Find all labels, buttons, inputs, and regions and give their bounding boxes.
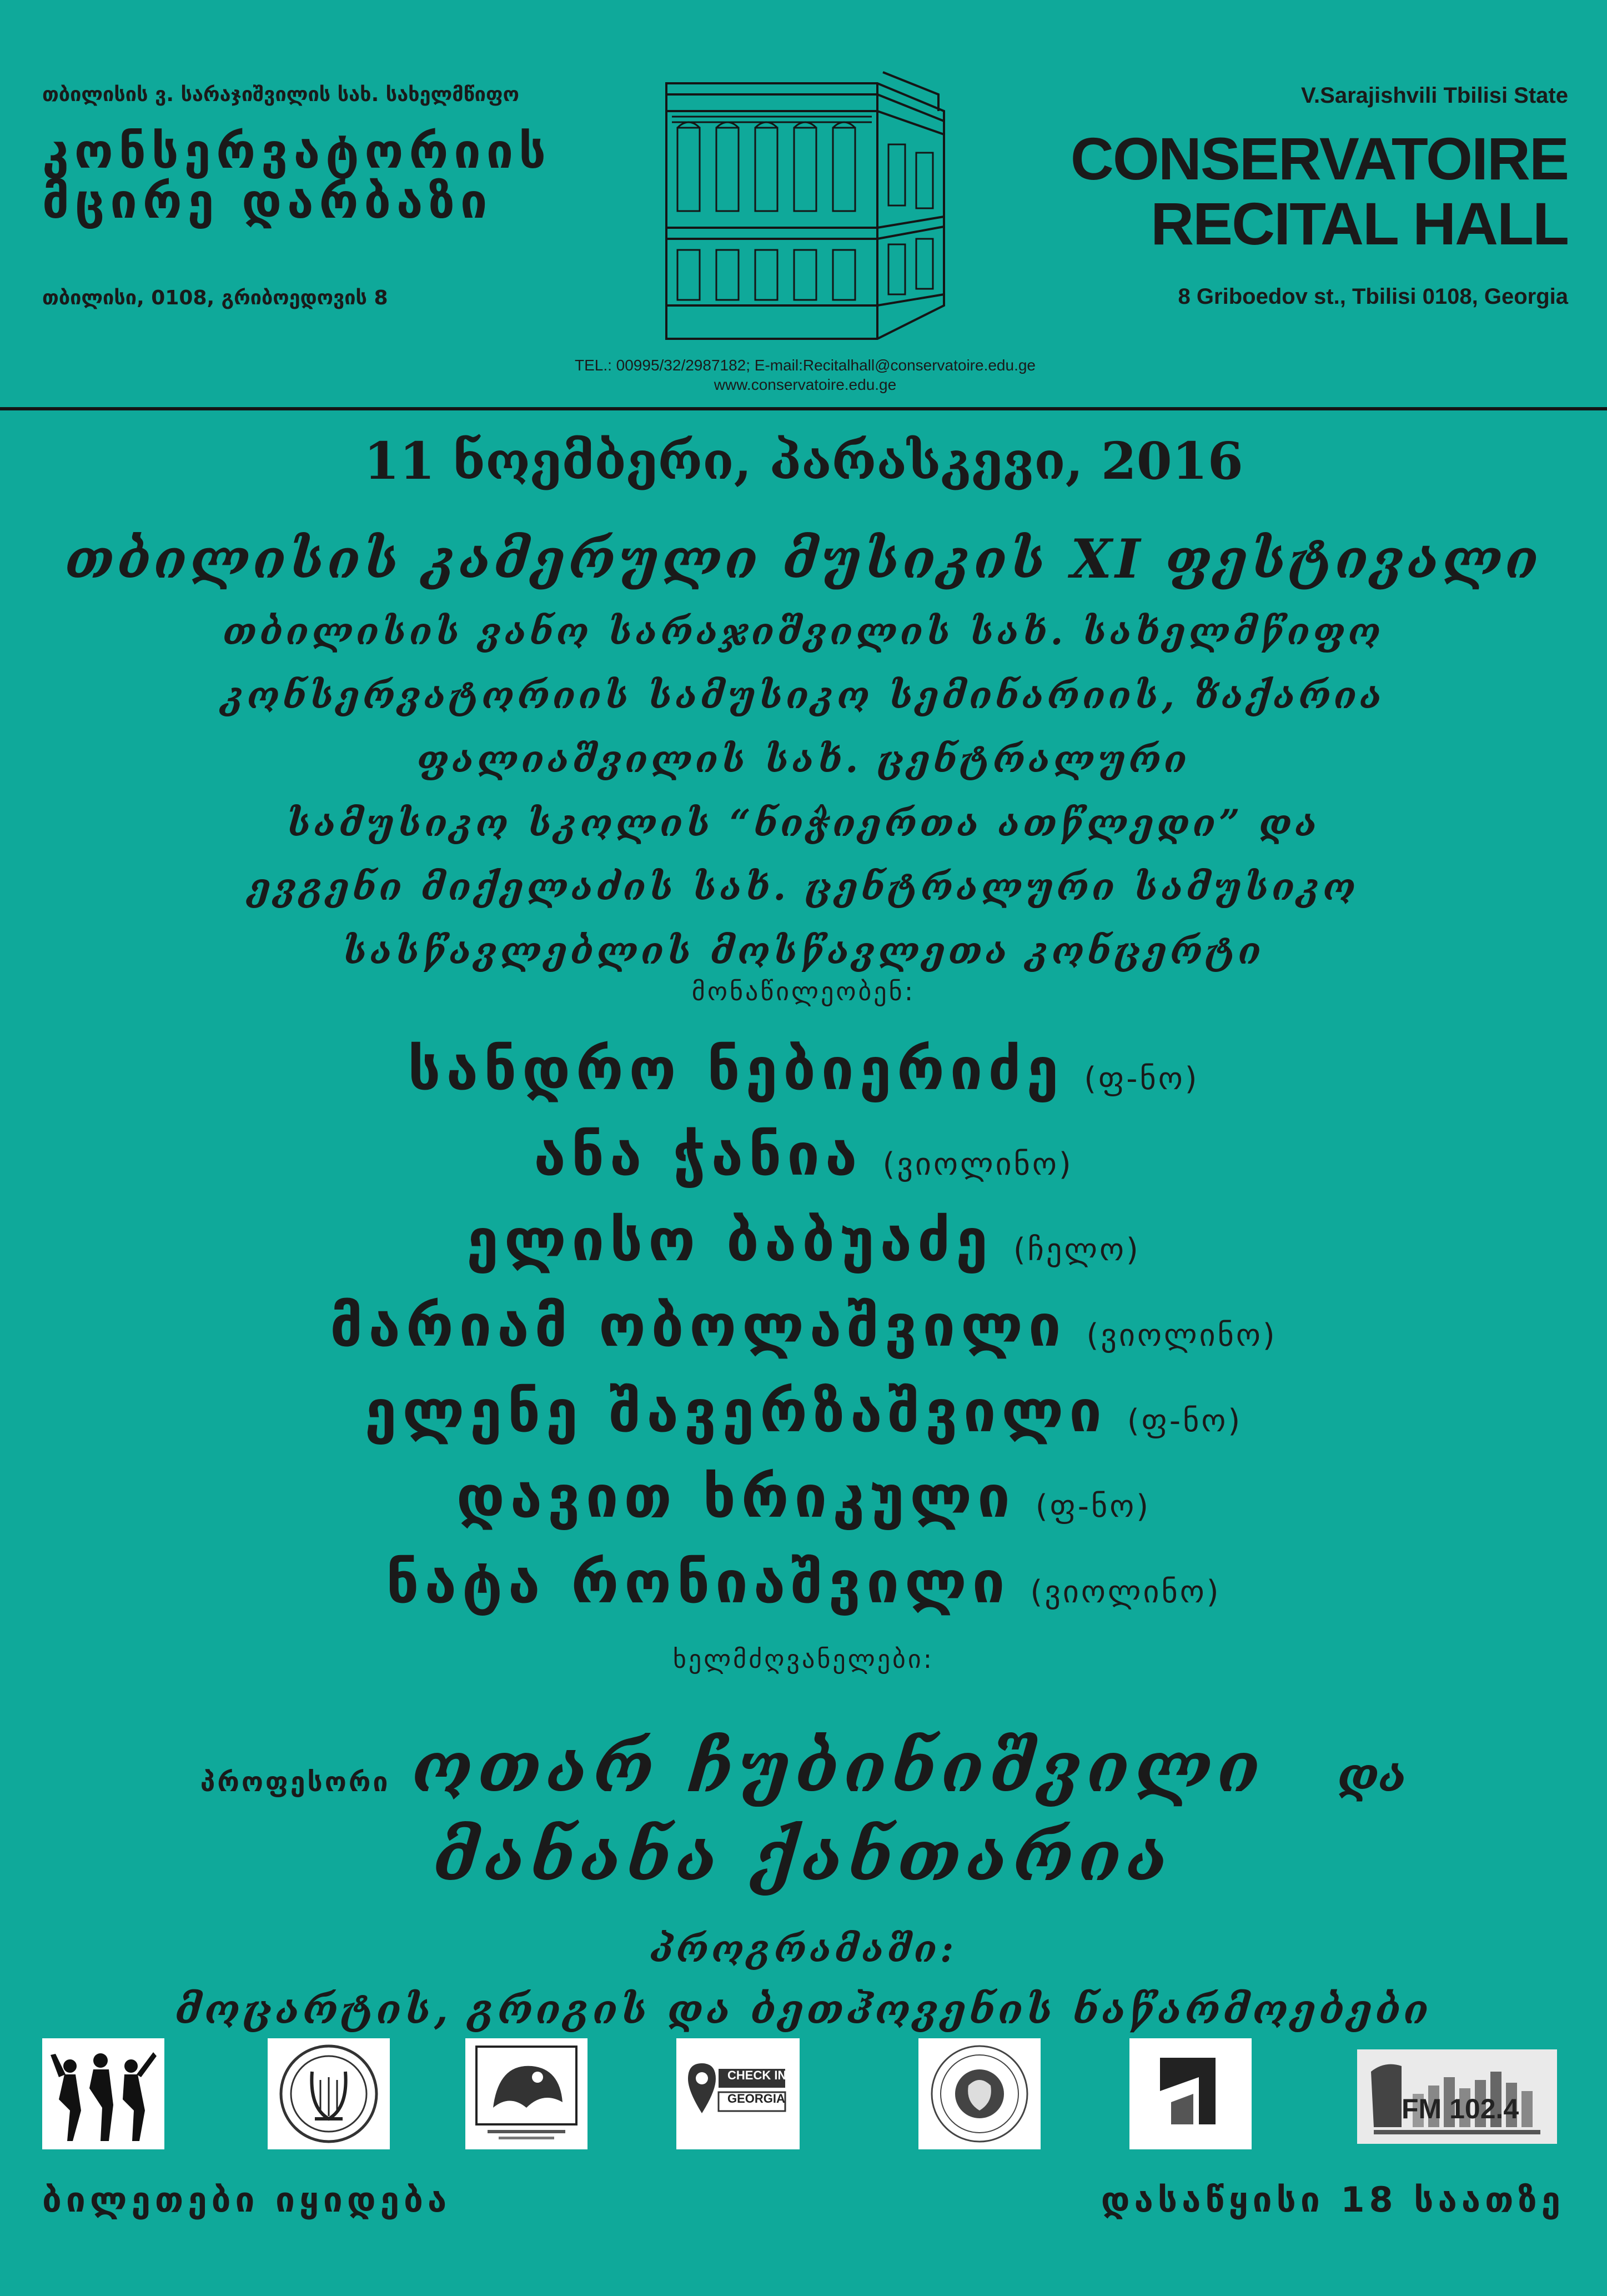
performer-row [0, 1292, 1607, 1360]
desc-line: ევგენი მიქელაძის სახ. ცენტრალური სამუსიკო [248, 865, 1359, 909]
performer-instrument: (ვიოლინო) [1030, 1574, 1221, 1610]
tv-channel-logo [1129, 2038, 1252, 2149]
heritage-emblem-logo [465, 2038, 587, 2149]
website-link[interactable]: www.conservatoire.edu.ge [714, 376, 897, 393]
performer-row [0, 1463, 1607, 1531]
performer-instrument: (ვიოლინო) [1086, 1317, 1277, 1353]
desc-line: კონსერვატორიის სამუსიკო სემინარიის, ზაქარია [222, 674, 1385, 717]
header-divider [0, 407, 1607, 410]
georgian-address: თბილისი, 0108, გრიბოედოვის 8 [42, 287, 388, 309]
performer-row [0, 1548, 1607, 1616]
georgia-text: GEORGIA [727, 2092, 785, 2105]
contact-info [500, 355, 1111, 394]
event-description [83, 600, 1524, 983]
leader-name-2: მანანა ქანთარია [434, 1816, 1173, 1897]
performer-name: ანა ჭანია [534, 1121, 863, 1189]
program-text: მოცარტის, გრიგის და ბეთჰოვენის ნაწარმოებები [175, 1986, 1432, 2033]
building-illustration [655, 61, 955, 344]
festival-title: თბილისის კამერული მუსიკის XI ფესტივალი [65, 528, 1542, 590]
performer-name: ელენე შავერზაშვილი [364, 1377, 1107, 1445]
lyre-icon [276, 2041, 381, 2147]
round-seal-icon [927, 2041, 1032, 2147]
dancers-silhouette-icon [48, 2044, 159, 2144]
performer-row [0, 1035, 1607, 1103]
tickets-info: ბილეთები იყიდება [42, 2179, 451, 2220]
performer-row [0, 1206, 1607, 1274]
check-in-text: CHECK IN [727, 2068, 787, 2082]
leaders-label: ხელმძღვანელები: [672, 1644, 935, 1674]
desc-line: ფალიაშვილის სახ. ცენტრალური [416, 738, 1191, 781]
english-title [1071, 127, 1568, 256]
performer-row [0, 1121, 1607, 1189]
georgian-title [42, 124, 552, 230]
participants-label: მონაწილეობენ: [691, 976, 916, 1006]
leader-prefix: პროფესორი [200, 1767, 390, 1798]
english-subtitle: V.Sarajishvili Tbilisi State [1301, 83, 1568, 108]
georgian-subtitle: თბილისის ვ. სარაჯიშვილის სახ. სახელმწიფო [42, 83, 519, 106]
performer-name: სანდრო ნებიერიძე [408, 1035, 1064, 1103]
performer-instrument: (ფ-ნო) [1084, 1061, 1199, 1097]
contact-line: TEL.: 00995/32/2987182; E-mail:Recitalhall@conservatoire.edu.ge [574, 357, 1036, 374]
channel-one-icon [1149, 2047, 1232, 2141]
english-address: 8 Griboedov st., Tbilisi 0108, Georgia [1178, 284, 1568, 309]
performer-instrument: (ვიოლინო) [882, 1146, 1073, 1182]
performer-row [0, 1377, 1607, 1445]
lion-emblem-icon [471, 2041, 582, 2147]
georgian-title-line2: მცირე დარბაზი [42, 174, 493, 230]
header [0, 0, 1607, 407]
performer-instrument: (ჩელო) [1013, 1232, 1141, 1268]
english-title-line1: CONSERVATOIRE [1070, 125, 1568, 192]
cultural-center-logo [918, 2038, 1041, 2149]
leaders-line [0, 1727, 1607, 1808]
check-in-georgia-logo [676, 2038, 800, 2149]
fm-frequency-label: FM 102.4 [1402, 2093, 1519, 2124]
start-time: დასაწყისი 18 საათზე [1101, 2179, 1565, 2220]
georgian-title-line1: კონსერვატორიის [42, 124, 552, 179]
performer-name: ელისო ბაბუაძე [466, 1206, 993, 1274]
event-date: 11 ნოემბერი, პარასკევი, 2016 [364, 431, 1243, 491]
performer-name: დავით ხრიკული [456, 1463, 1016, 1531]
program-label: პროგრამაში: [650, 1927, 957, 1971]
performer-instrument: (ფ-ნო) [1127, 1403, 1243, 1439]
lyre-emblem-logo [268, 2038, 390, 2149]
performer-instrument: (ფ-ნო) [1035, 1488, 1151, 1525]
fm-radio-logo [1357, 2049, 1557, 2144]
english-title-line2: RECITAL HALL [1151, 189, 1568, 257]
performer-name: მარიამ ობოლაშვილი [330, 1292, 1067, 1360]
desc-line: სამუსიკო სკოლის “ნიჭიერთა ათწლედი” და [287, 801, 1320, 845]
leader-name-1: ოთარ ჩუბინიშვილი [412, 1727, 1265, 1808]
and-word: და [1337, 1747, 1407, 1802]
dancers-logo [42, 2038, 164, 2149]
performer-name: ნატა რონიაშვილი [386, 1548, 1011, 1616]
desc-line: თბილისის ვანო სარაჯიშვილის სახ. სახელმწიფო [223, 610, 1384, 653]
desc-line: სასწავლებლის მოსწავლეთა კონცერტი [343, 929, 1264, 972]
